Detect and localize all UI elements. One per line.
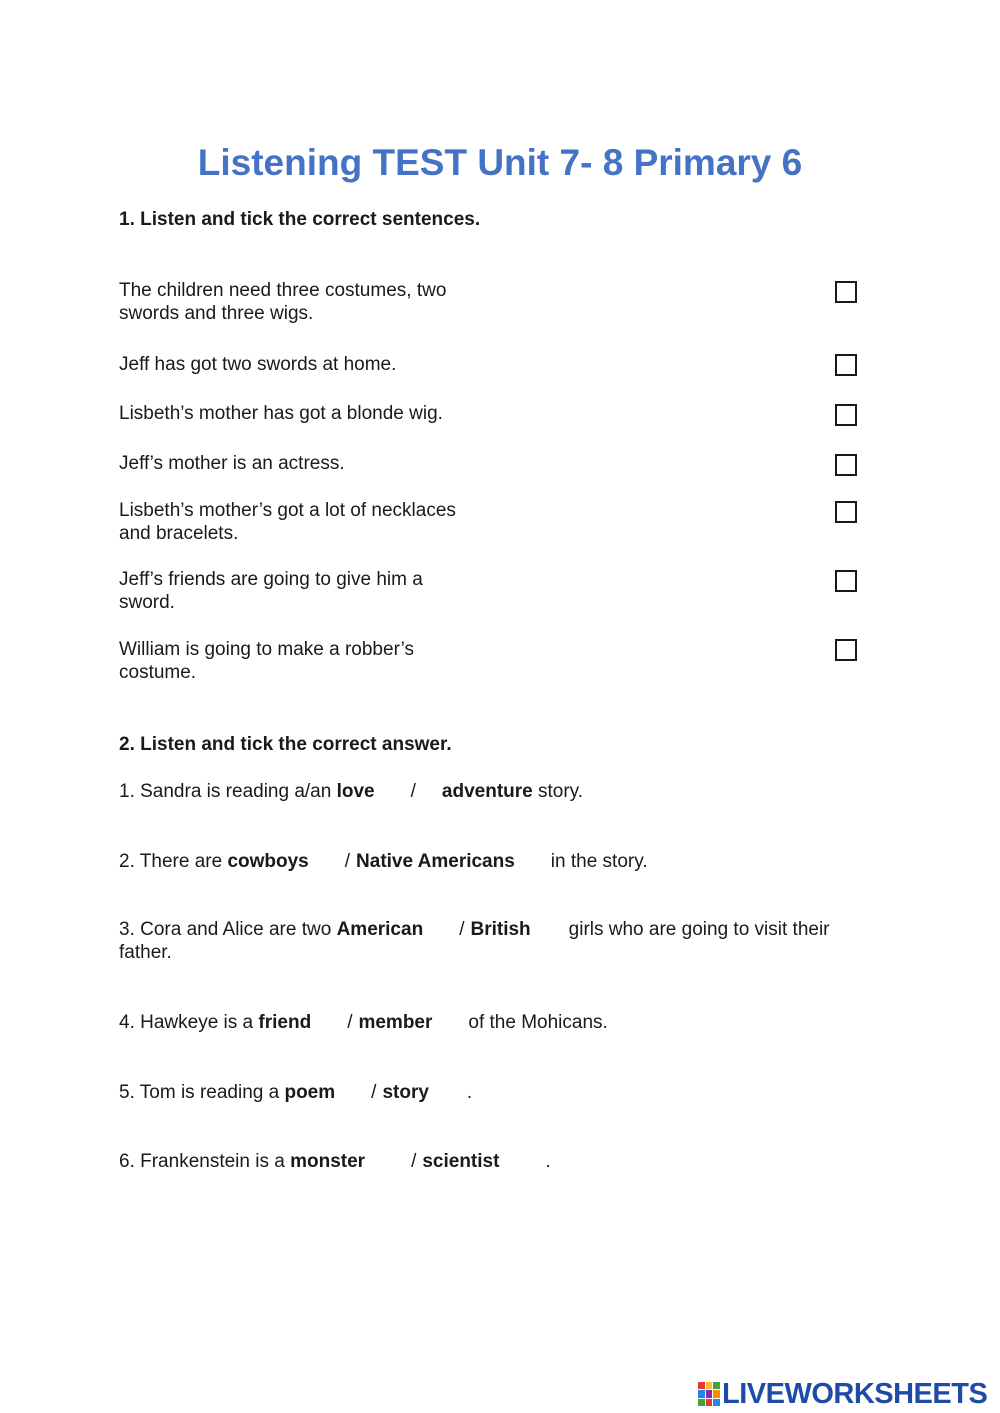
liveworksheets-logo-icon <box>698 1382 720 1406</box>
sentence-5-line2: and bracelets. <box>119 523 239 544</box>
sentence-7-line1: William is going to make a robber’s <box>119 639 414 660</box>
question-2 <box>119 850 889 873</box>
question-5-text: 5. Tom is reading a <box>119 1082 285 1103</box>
question-3-tail: girls who are going to visit their <box>568 919 830 940</box>
tick-box-6[interactable] <box>835 570 857 592</box>
question-5-tail: . <box>466 1082 473 1103</box>
section1-heading: 1. Listen and tick the correct sentences. <box>119 209 481 230</box>
question-1-text: 1. Sandra is reading a/an <box>119 781 337 802</box>
page-title: Listening TEST Unit 7- 8 Primary 6 <box>197 142 803 183</box>
sentence-5-line1: Lisbeth’s mother’s got a lot of necklaces <box>119 500 456 521</box>
sentence-1 <box>119 279 499 325</box>
tick-box-2[interactable] <box>835 354 857 376</box>
question-2-option-b[interactable]: Native Americans <box>356 851 515 872</box>
question-4-text: 4. Hawkeye is a <box>119 1012 259 1033</box>
sentence-6-line1: Jeff’s friends are going to give him a <box>119 569 423 590</box>
question-4-option-a[interactable]: friend <box>258 1012 312 1033</box>
sentence-7 <box>119 638 499 684</box>
question-1-option-a[interactable]: love <box>336 781 375 802</box>
question-3-option-b[interactable]: British <box>470 919 531 940</box>
question-5 <box>119 1081 889 1104</box>
sentence-3-line1: Lisbeth’s mother has got a blonde wig. <box>119 403 443 424</box>
sentence-6-line2: sword. <box>119 592 175 613</box>
question-4 <box>119 1011 889 1034</box>
question-6-text: 6. Frankenstein is a <box>119 1151 291 1172</box>
question-2-tail: in the story. <box>550 851 648 872</box>
sentence-6 <box>119 568 499 614</box>
question-1-separator: / <box>410 781 416 802</box>
question-5-option-b[interactable]: story <box>382 1082 429 1103</box>
sentence-1-line2: swords and three wigs. <box>119 303 314 324</box>
question-3-option-a[interactable]: American <box>336 919 424 940</box>
sentence-1-line1: The children need three costumes, two <box>119 280 447 301</box>
question-5-option-a[interactable]: poem <box>284 1082 336 1103</box>
question-1 <box>119 780 889 803</box>
sentence-2-line1: Jeff has got two swords at home. <box>119 354 397 375</box>
question-2-separator: / <box>344 851 351 872</box>
liveworksheets-logo-text: LIVEWORKSHEETS <box>722 1377 988 1410</box>
question-6 <box>119 1150 889 1173</box>
question-6-option-a[interactable]: monster <box>290 1151 366 1172</box>
question-3-separator: / <box>459 919 465 940</box>
question-1-option-b[interactable]: adventure <box>441 781 533 802</box>
question-6-option-b[interactable]: scientist <box>422 1151 500 1172</box>
question-2-text: 2. There are <box>119 851 228 872</box>
tick-box-7[interactable] <box>835 639 857 661</box>
tick-box-4[interactable] <box>835 454 857 476</box>
sentence-4-line1: Jeff’s mother is an actress. <box>119 453 345 474</box>
tick-box-3[interactable] <box>835 404 857 426</box>
section2-heading: 2. Listen and tick the correct answer. <box>119 734 452 755</box>
sentence-7-line2: costume. <box>119 662 197 683</box>
question-4-separator: / <box>347 1012 353 1033</box>
question-6-tail: . <box>545 1151 551 1172</box>
tick-box-5[interactable] <box>835 501 857 523</box>
question-1-tail: story. <box>532 781 584 802</box>
question-3-text: 3. Cora and Alice are two <box>119 919 337 940</box>
sentence-2 <box>119 353 499 376</box>
question-3 <box>119 918 889 964</box>
question-4-option-b[interactable]: member <box>358 1012 433 1033</box>
question-6-separator: / <box>411 1151 417 1172</box>
question-3-tail-line2: father. <box>119 942 172 963</box>
liveworksheets-logo <box>698 1378 987 1410</box>
sentence-4 <box>119 452 499 475</box>
sentence-5 <box>119 499 499 545</box>
tick-box-1[interactable] <box>835 281 857 303</box>
question-4-tail: of the Mohicans. <box>468 1012 608 1033</box>
sentence-3 <box>119 402 499 425</box>
question-5-separator: / <box>371 1082 377 1103</box>
question-2-option-a[interactable]: cowboys <box>227 851 309 872</box>
